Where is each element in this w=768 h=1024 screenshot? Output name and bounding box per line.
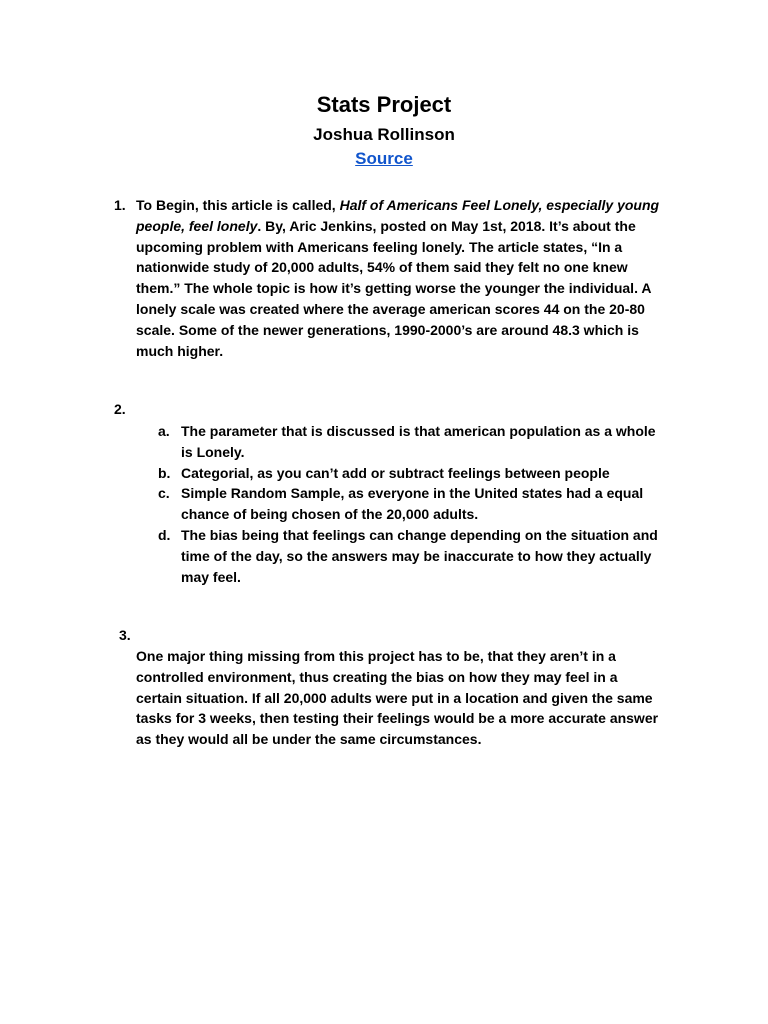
section-2-number: 2.	[114, 401, 126, 417]
author-name: Joshua Rollinson	[313, 125, 455, 144]
page-title: Stats Project	[316, 92, 452, 117]
list-item	[158, 483, 658, 525]
list-item-marker: d.	[158, 526, 171, 543]
section-1-paragraph	[136, 195, 661, 361]
source-link[interactable]: Source	[355, 149, 413, 168]
source-line	[0, 147, 768, 171]
list-item-text: The parameter that is discussed is that american population as a whole is Lonely.	[181, 423, 656, 460]
list-item-text: Categorial, as you can’t add or subtract feelings between people	[181, 464, 610, 481]
list-item-text: The bias being that feelings can change depending on the situation and time of the day, so the answers may be inaccurate to how they actually may feel.	[181, 526, 658, 585]
section-1-rest: . By, Aric Jenkins, posted on May 1st, 2018. It’s about the upcoming problem with Americans feeling lonely. The article states, “In a nationwide study of 20,000 adults, 54% of them said they felt no one knew them.” The whole topic is how it’s getting worse the younger the individual. A lonely scale was created where the average american scores 44 on the 20-80 scale. Some of the newer generations, 1990-2000’s are around 48.3 which is much higher.	[136, 217, 651, 359]
article-title: Half of Americans Feel Lonely, especially young people, feel lonely	[136, 197, 660, 234]
section-1-number: 1.	[114, 197, 126, 213]
list-item	[158, 525, 658, 587]
list-item	[158, 421, 658, 463]
section-1-intro: To Begin, this article is called,	[136, 197, 340, 213]
section-2-list	[158, 421, 658, 587]
list-item	[158, 463, 658, 484]
list-item-marker: a.	[158, 423, 170, 439]
list-item-marker: c.	[158, 485, 170, 502]
list-item-marker: b.	[158, 464, 171, 481]
section-3-number: 3.	[119, 627, 131, 643]
section-3-paragraph: One major thing missing from this project has to be, that they aren’t in a controlled environment, thus creating the bias on how they may feel in a certain situation. If all 20,000 adults were put in a location and given the same tasks for 3 weeks, then testing their feelings would be a more accurate answer as they would all be under the same circumstances.	[136, 648, 659, 748]
list-item-text: Simple Random Sample, as everyone in the United states had a equal chance of being chosen of the 20,000 adults.	[181, 485, 644, 523]
